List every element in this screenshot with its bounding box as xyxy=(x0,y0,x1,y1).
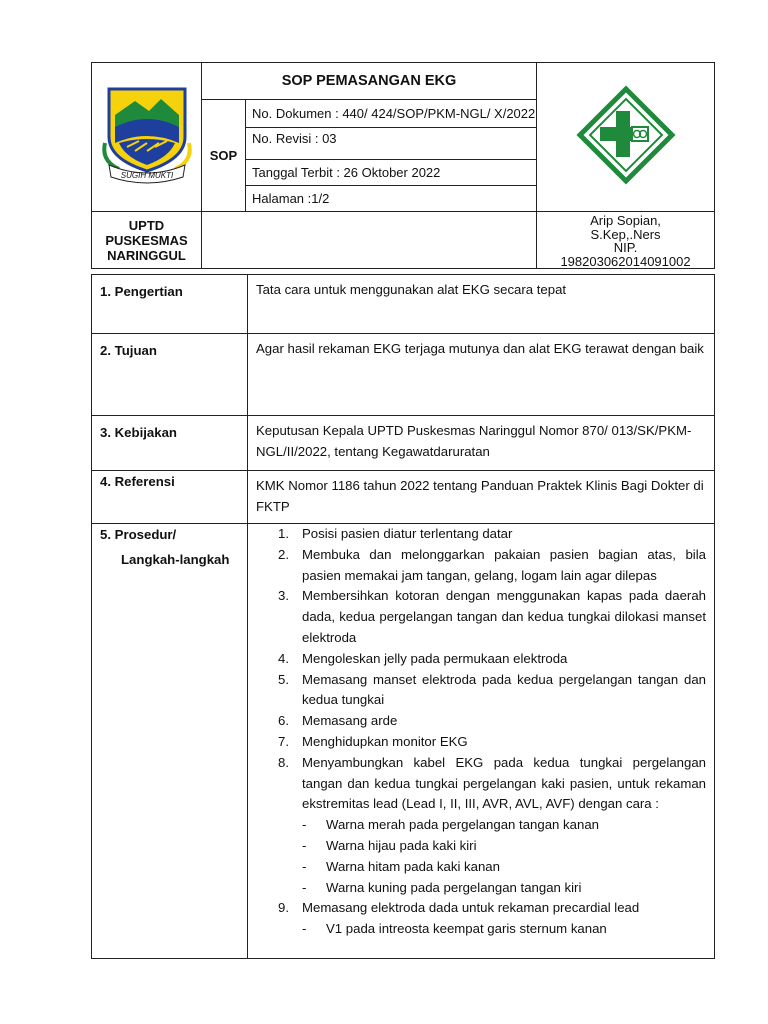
step-text: Memasang manset elektroda pada kedua pergelangan tangan dan kedua tungkai xyxy=(302,671,706,708)
section-referensi xyxy=(92,471,715,524)
signatory-degree: S.Kep,.Ners xyxy=(590,226,661,242)
dash-bullet: - xyxy=(302,879,307,895)
section-content: KMK Nomor 1186 tahun 2022 tentang Panduan Praktek Klinis Bagi Dokter di FKTP xyxy=(248,471,715,524)
sop-label: SOP xyxy=(202,100,246,212)
step-item xyxy=(256,545,706,587)
no-revisi-field: No. Revisi : 03 xyxy=(246,128,537,160)
step-item xyxy=(256,586,706,648)
step-text: Menyambungkan kabel EKG pada kedua tungkai pergelangan tangan dan kedua tungkai pergelangan kaki pasien, untuk rekaman ekstremitas lead (Lead I, II, III, AVR, AVL, AVF) dengan cara : xyxy=(302,754,706,812)
no-dokumen-field: No. Dokumen : 440/ 424/SOP/PKM-NGL/ X/2022 xyxy=(246,100,537,128)
document-title: SOP PEMASANGAN EKG xyxy=(202,63,537,100)
dash-bullet: - xyxy=(302,817,307,833)
sub-item xyxy=(256,878,706,899)
section-prosedur xyxy=(92,524,715,959)
step-9-sublist xyxy=(256,919,706,940)
step-number: 2. xyxy=(278,546,289,562)
step-text: Memasang arde xyxy=(302,713,398,729)
org-line-3: NARINGGUL xyxy=(107,247,186,263)
step-8-sublist xyxy=(256,815,706,898)
signatory-nip-label: NIP. xyxy=(613,240,638,255)
step-text: Membersihkan kotoran dengan menggunakan kapas pada daerah dada, kedua pergelangan tangan dan kedua tungkai dilokasi manset elektroda xyxy=(302,588,706,645)
section-label xyxy=(92,524,248,959)
section-content: Tata cara untuk menggunakan alat EKG secara tepat xyxy=(248,275,715,334)
step-number: 4. xyxy=(278,650,289,666)
step-item xyxy=(256,649,706,670)
dash-bullet: - xyxy=(302,858,307,874)
step-number: 9. xyxy=(278,900,289,916)
puskesmas-logo-icon xyxy=(576,85,676,185)
prosedur-steps-continued xyxy=(256,898,706,919)
step-item xyxy=(256,524,706,545)
org-line-2: PUSKESMAS xyxy=(105,232,188,248)
sub-item-text: Warna kuning pada pergelangan tangan kiri xyxy=(326,879,582,895)
step-item xyxy=(256,732,706,753)
step-number: 5. xyxy=(278,671,289,687)
section-tujuan xyxy=(92,334,715,416)
step-text: Memasang elektroda dada untuk rekaman precardial lead xyxy=(302,900,640,916)
section-pengertian xyxy=(92,275,715,334)
step-item xyxy=(256,711,706,732)
dash-bullet: - xyxy=(302,837,307,853)
signatory-block xyxy=(537,212,715,269)
sub-item-text: Warna merah pada pergelangan tangan kanan xyxy=(326,817,599,833)
section-label: 2. Tujuan xyxy=(92,334,248,416)
step-item xyxy=(256,753,706,815)
step-item xyxy=(256,670,706,712)
sop-content-table xyxy=(91,274,715,959)
org-line-1: UPTD xyxy=(128,217,165,233)
section-content: Agar hasil rekaman EKG terjaga mutunya dan alat EKG terawat dengan baik xyxy=(248,334,715,416)
sub-item xyxy=(256,815,706,836)
section-content: Keputusan Kepala UPTD Puskesmas Naringgul Nomor 870/ 013/SK/PKM-NGL/II/2022, tentang Kegawatdaruratan xyxy=(248,416,715,471)
sub-item-text: V1 pada intreosta keempat garis sternum kanan xyxy=(326,921,607,937)
halaman-field: Halaman :1/2 xyxy=(246,186,537,212)
regency-crest-icon xyxy=(99,85,195,185)
step-text: Posisi pasien diatur terlentang datar xyxy=(302,526,513,541)
blank-cell xyxy=(202,212,537,269)
step-number: 6. xyxy=(278,713,289,729)
step-text: Membuka dan melonggarkan pakaian pasien bagian atas, bila pasien memakai jam tangan, gelang, logam lain agar dilepas xyxy=(302,546,706,583)
step-text: Mengoleskan jelly pada permukaan elektroda xyxy=(302,650,568,666)
step-item xyxy=(256,898,706,919)
crest-motto-text: SUGIH MUKTI xyxy=(120,170,173,180)
puskesmas-logo-cell xyxy=(537,63,715,212)
sub-item-text: Warna hitam pada kaki kanan xyxy=(326,858,500,874)
prosedur-label-line-2: Langkah-langkah xyxy=(121,552,230,567)
section-label: 4. Referensi xyxy=(92,471,248,524)
document-header xyxy=(91,62,715,269)
step-number: 3. xyxy=(278,588,289,604)
prosedur-label-line-1: 5. Prosedur/ xyxy=(100,527,177,542)
regency-logo-cell xyxy=(92,63,202,212)
step-number: 8. xyxy=(278,754,289,770)
section-label: 1. Pengertian xyxy=(92,275,248,334)
section-label: 3. Kebijakan xyxy=(92,416,248,471)
sub-item-text: Warna hijau pada kaki kiri xyxy=(326,837,477,853)
sub-item xyxy=(256,919,706,940)
dash-bullet: - xyxy=(302,921,307,937)
organization-name xyxy=(92,212,202,269)
signatory-nip: 198203062014091002 xyxy=(560,253,691,269)
step-number: 7. xyxy=(278,733,289,749)
sub-item xyxy=(256,857,706,878)
step-text: Menghidupkan monitor EKG xyxy=(302,733,468,749)
section-kebijakan xyxy=(92,416,715,471)
signatory-name: Arip Sopian, xyxy=(590,213,661,228)
tanggal-terbit-field: Tanggal Terbit : 26 Oktober 2022 xyxy=(246,160,537,186)
prosedur-steps xyxy=(256,524,706,815)
prosedur-steps-cell xyxy=(248,524,715,959)
step-number: 1. xyxy=(278,526,289,541)
sub-item xyxy=(256,836,706,857)
